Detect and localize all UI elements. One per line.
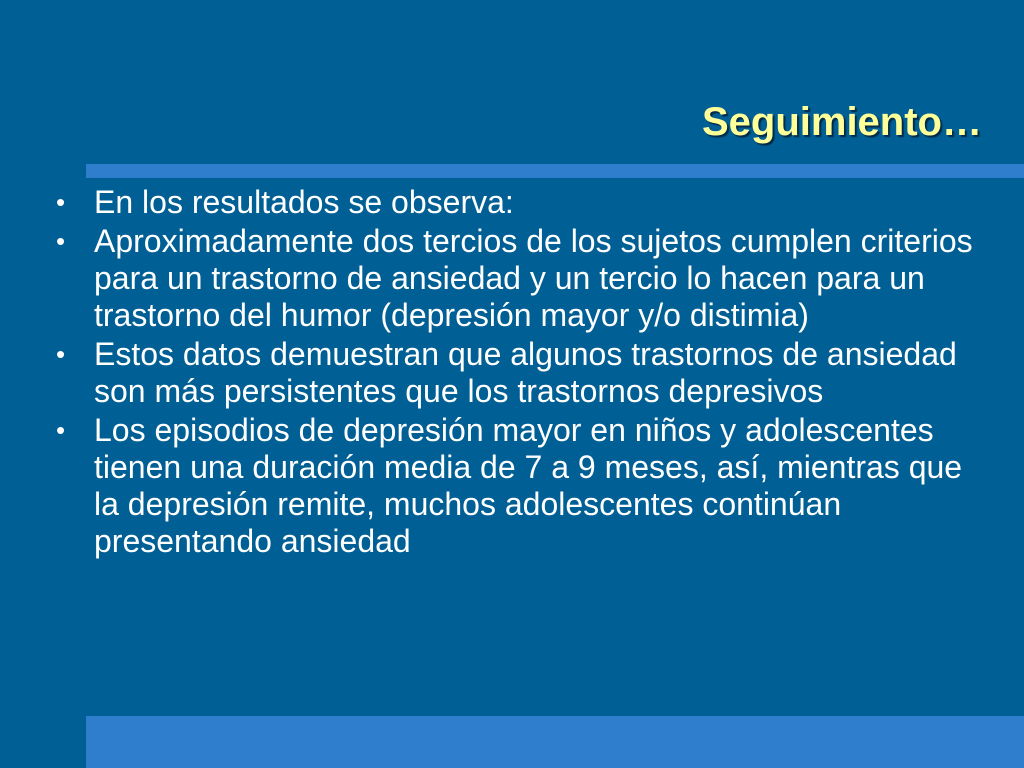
bullet-dot-icon: • [56, 339, 66, 369]
bullet-item [56, 412, 986, 560]
bullet-dot-icon: • [56, 187, 66, 217]
slide-title: Seguimiento… [701, 100, 982, 144]
title-underline-band [86, 164, 1024, 178]
bullet-item [56, 336, 986, 410]
bullet-text: Aproximadamente dos tercios de los sujetos cumplen criterios para un trastorno de ansiedad y un tercio lo hacen para un trastorno del humor (depresión mayor y/o distimia) [94, 223, 973, 333]
bullet-item [56, 223, 986, 334]
bullet-text: Estos datos demuestran que algunos trastornos de ansiedad son más persistentes que los trastornos depresivos [94, 336, 957, 409]
bullet-item [56, 184, 986, 221]
bullet-dot-icon: • [56, 226, 66, 256]
bullet-dot-icon: • [56, 415, 66, 445]
bullet-text: Los episodios de depresión mayor en niños y adolescentes tienen una duración media de 7 a 9 meses, así, mientras que la depresión remite, muchos adolescentes continúan presentando ansiedad [94, 412, 963, 559]
bullet-list [56, 184, 986, 562]
footer-band [86, 716, 1024, 768]
bullet-text: En los resultados se observa: [94, 184, 514, 220]
